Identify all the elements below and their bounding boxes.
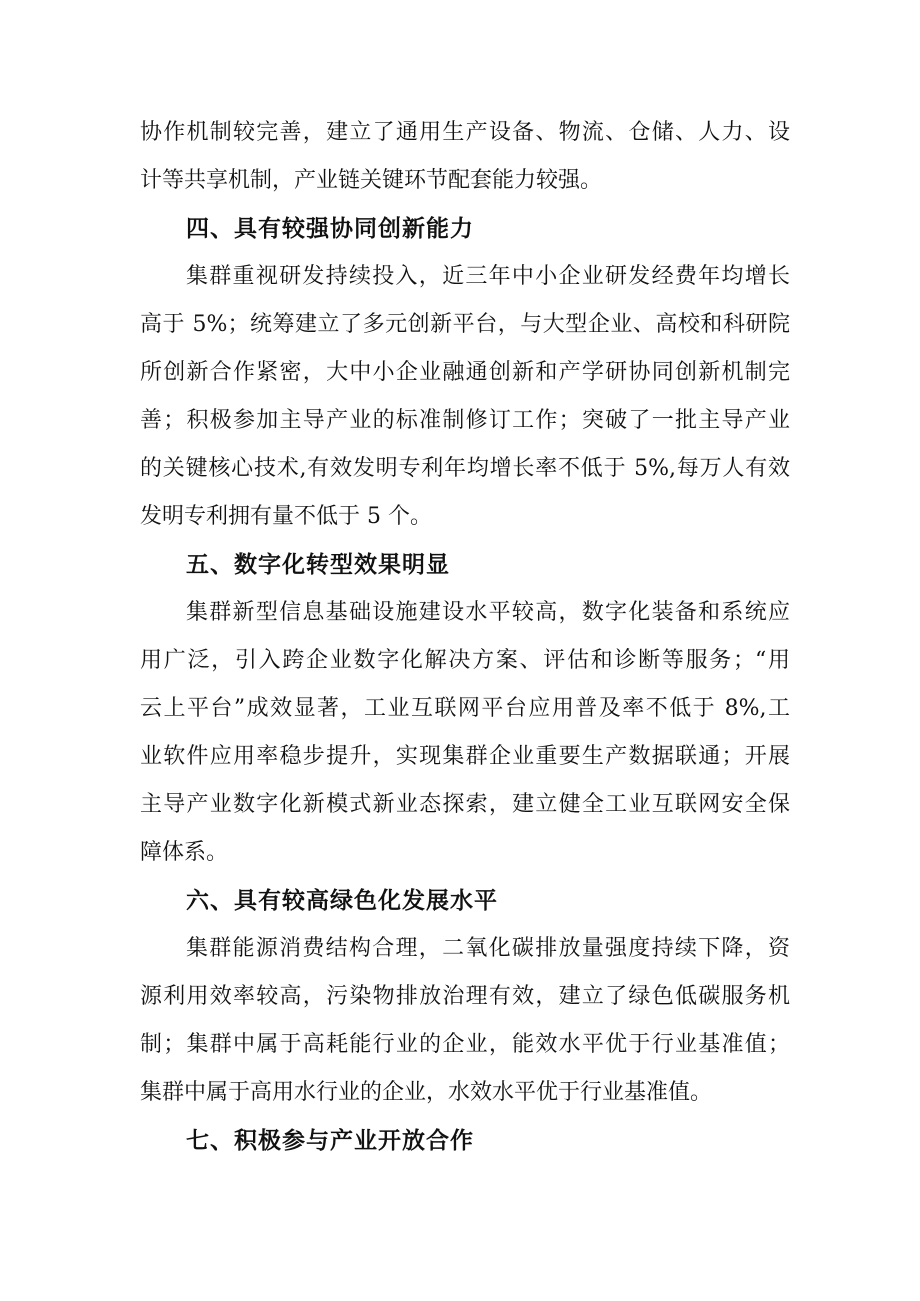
paragraph-line: 制；集群中属于高耗能行业的企业，能效水平优于行业基准值； xyxy=(140,1032,790,1057)
paragraph-line: 计等共享机制，产业链关键环节配套能力较强。 xyxy=(140,168,603,193)
paragraph-line: 集群能源消费结构合理，二氧化碳排放量强度持续下降，资 xyxy=(186,936,790,961)
paragraph-line: 集群重视研发持续投入，近三年中小企业研发经费年均增长 xyxy=(186,264,790,289)
paragraph-line: 障体系。 xyxy=(140,840,229,865)
section-heading-7: 七、积极参与产业开放合作 xyxy=(186,1128,474,1154)
paragraph-line: 高于 5%；统筹建立了多元创新平台，与大型企业、高校和科研院 xyxy=(140,312,790,337)
paragraph-line: 协作机制较完善，建立了通用生产设备、物流、仓储、人力、设 xyxy=(140,120,790,145)
section-heading-5: 五、数字化转型效果明显 xyxy=(186,552,450,578)
paragraph-line: 主导产业数字化新模式新业态探索，建立健全工业互联网安全保 xyxy=(140,792,790,817)
paragraph-line: 用广泛，引入跨企业数字化解决方案、评估和诊断等服务；“用 xyxy=(140,648,790,673)
paragraph-line: 业软件应用率稳步提升，实现集群企业重要生产数据联通；开展 xyxy=(140,744,790,769)
paragraph-line: 源利用效率较高，污染物排放治理有效，建立了绿色低碳服务机 xyxy=(140,984,790,1009)
paragraph-line: 善；积极参加主导产业的标准制修订工作；突破了一批主导产业 xyxy=(140,408,790,433)
paragraph-line: 云上平台”成效显著，工业互联网平台应用普及率不低于 8%,工 xyxy=(140,696,790,721)
paragraph-line: 发明专利拥有量不低于 5 个。 xyxy=(140,504,432,529)
paragraph-line: 集群新型信息基础设施建设水平较高，数字化装备和系统应 xyxy=(186,600,790,625)
paragraph-line: 所创新合作紧密，大中小企业融通创新和产学研协同创新机制完 xyxy=(140,360,790,385)
section-heading-6: 六、具有较高绿色化发展水平 xyxy=(186,888,498,914)
paragraph-line: 的关键核心技术,有效发明专利年均增长率不低于 5%,每万人有效 xyxy=(140,456,790,481)
section-heading-4: 四、具有较强协同创新能力 xyxy=(186,216,474,242)
paragraph-line: 集群中属于高用水行业的企业，水效水平优于行业基准值。 xyxy=(140,1080,713,1105)
